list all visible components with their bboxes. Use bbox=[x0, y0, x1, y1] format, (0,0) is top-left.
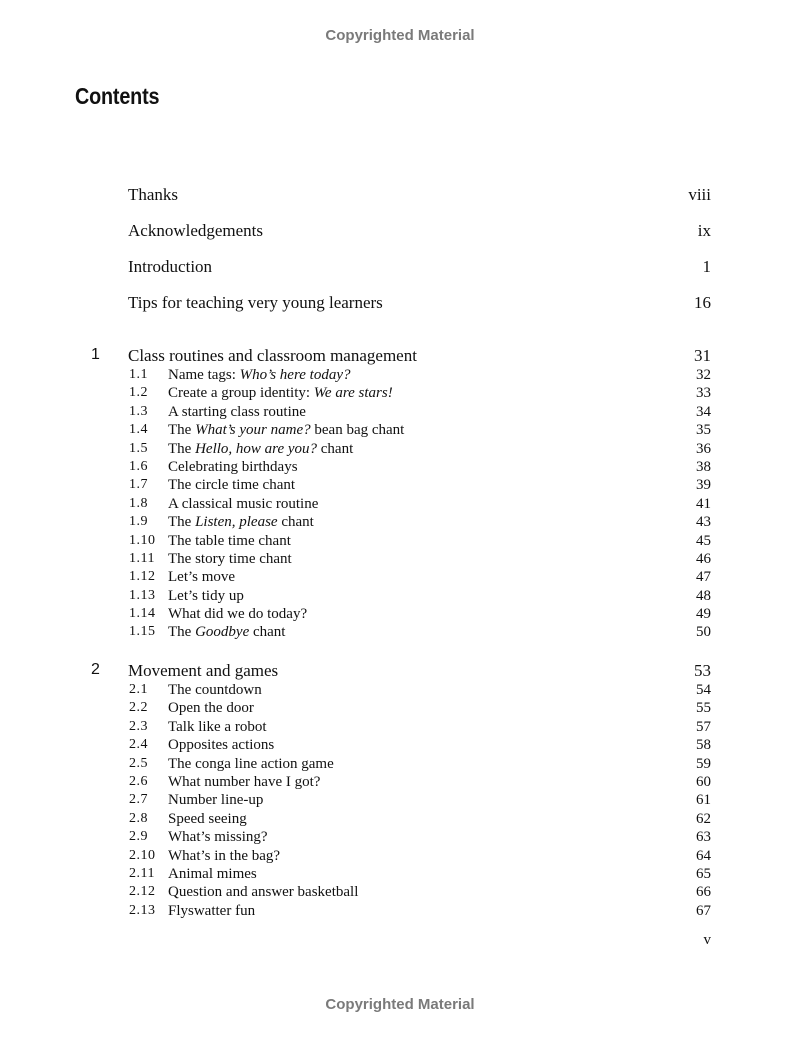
section-number: 1.8 bbox=[129, 495, 148, 511]
section-title bbox=[168, 513, 314, 531]
section-number: 1.4 bbox=[129, 422, 148, 438]
section-title-text: What number have I got? bbox=[168, 773, 321, 790]
toc-section-entry[interactable] bbox=[0, 587, 800, 605]
chapter-page: 53 bbox=[694, 661, 711, 680]
section-page: 50 bbox=[696, 624, 711, 641]
section-page: 32 bbox=[696, 367, 711, 383]
section-page: 49 bbox=[696, 606, 711, 623]
section-title-text: Animal mimes bbox=[168, 865, 257, 882]
section-title-italic: Listen, please bbox=[195, 514, 278, 531]
chapter-page: 31 bbox=[694, 346, 711, 365]
toc-section-entry[interactable] bbox=[0, 403, 800, 421]
chapter-heading[interactable] bbox=[0, 661, 800, 681]
section-number: 1.9 bbox=[129, 514, 148, 530]
section-number: 1.15 bbox=[129, 624, 156, 640]
section-title-text: The bbox=[168, 440, 196, 457]
section-page: 39 bbox=[696, 477, 711, 494]
section-number: 2.2 bbox=[129, 700, 148, 716]
section-number: 2.13 bbox=[129, 902, 156, 918]
section-title-text: Let’s tidy up bbox=[168, 587, 244, 604]
toc-section-entry[interactable] bbox=[0, 550, 800, 568]
chapter-title: Class routines and classroom management bbox=[128, 346, 417, 365]
section-number: 1.5 bbox=[129, 440, 148, 456]
toc-section-entry[interactable] bbox=[0, 718, 800, 736]
section-page: 38 bbox=[696, 458, 711, 475]
section-title-italic: Who’s here today? bbox=[239, 367, 351, 383]
section-number: 2.10 bbox=[129, 847, 156, 863]
section-title bbox=[168, 847, 280, 865]
section-page: 54 bbox=[696, 682, 711, 698]
section-title-text: Let’s move bbox=[168, 569, 236, 586]
chapter-1 bbox=[0, 346, 800, 642]
toc-section-entry[interactable] bbox=[0, 755, 800, 773]
section-title bbox=[168, 699, 254, 717]
section-number: 2.5 bbox=[129, 755, 148, 771]
section-title-text: Open the door bbox=[168, 700, 254, 717]
entry-page: 1 bbox=[702, 257, 711, 276]
section-title-text: The circle time chant bbox=[168, 477, 296, 494]
toc-section-entry[interactable] bbox=[0, 440, 800, 458]
section-title-text: Flyswatter fun bbox=[168, 902, 256, 919]
section-page: 66 bbox=[696, 884, 711, 901]
section-number: 1.10 bbox=[129, 532, 156, 548]
section-title-text: The bbox=[168, 422, 196, 439]
section-title bbox=[168, 791, 263, 809]
section-page: 46 bbox=[696, 550, 711, 567]
section-title bbox=[168, 755, 334, 773]
section-title bbox=[168, 384, 393, 402]
section-page: 61 bbox=[696, 792, 711, 809]
section-title-text: Number line-up bbox=[168, 792, 264, 809]
section-number: 2.3 bbox=[129, 718, 148, 734]
section-title bbox=[168, 828, 268, 846]
section-title bbox=[168, 476, 295, 494]
section-page: 34 bbox=[696, 403, 711, 420]
section-page: 33 bbox=[696, 385, 711, 402]
section-number: 2.8 bbox=[129, 810, 148, 826]
toc-section-entry[interactable] bbox=[0, 476, 800, 494]
section-number: 1.7 bbox=[129, 477, 148, 493]
toc-entry-thanks[interactable] bbox=[128, 185, 711, 221]
section-page: 59 bbox=[696, 755, 711, 772]
chapter-2 bbox=[0, 661, 800, 920]
section-title-text: Question and answer basketball bbox=[168, 884, 359, 901]
toc-section-entry[interactable] bbox=[0, 791, 800, 809]
section-title bbox=[168, 587, 244, 605]
entry-page: viii bbox=[688, 185, 711, 204]
section-title bbox=[168, 736, 274, 754]
section-title bbox=[168, 495, 318, 513]
section-title-text: The table time chant bbox=[168, 532, 291, 549]
front-matter-list bbox=[128, 185, 711, 329]
section-title bbox=[168, 532, 291, 550]
section-title-italic: We are stars! bbox=[313, 385, 393, 402]
section-title-italic: Goodbye bbox=[195, 624, 250, 641]
toc-section-entry[interactable] bbox=[0, 736, 800, 754]
section-title-text: Opposites actions bbox=[168, 737, 275, 754]
toc-section-entry[interactable] bbox=[0, 495, 800, 513]
section-title-suffix: bean bag chant bbox=[310, 422, 405, 439]
section-title bbox=[168, 366, 350, 384]
section-page: 63 bbox=[696, 829, 711, 846]
toc-section-entry[interactable] bbox=[0, 623, 800, 641]
entry-label: Introduction bbox=[128, 257, 213, 276]
section-number: 2.1 bbox=[129, 682, 148, 697]
section-number: 1.2 bbox=[129, 385, 148, 401]
toc-section-entry[interactable] bbox=[0, 902, 800, 920]
section-title-text: The countdown bbox=[168, 682, 262, 698]
entry-label: Thanks bbox=[128, 185, 179, 204]
chapter-number: 2 bbox=[91, 661, 100, 678]
section-page: 67 bbox=[696, 902, 711, 919]
section-number: 1.1 bbox=[129, 367, 148, 382]
section-page: 36 bbox=[696, 440, 711, 457]
section-number: 1.6 bbox=[129, 458, 148, 474]
section-number: 1.3 bbox=[129, 403, 148, 419]
section-title bbox=[168, 773, 320, 791]
toc-section-entry[interactable] bbox=[0, 421, 800, 439]
section-title-text: Celebrating birthdays bbox=[168, 458, 298, 475]
toc-section-entry[interactable] bbox=[0, 883, 800, 901]
section-page: 62 bbox=[696, 810, 711, 827]
chapter-number: 1 bbox=[91, 346, 100, 363]
toc-section-entry[interactable] bbox=[0, 699, 800, 717]
section-title bbox=[168, 458, 298, 476]
section-page: 57 bbox=[696, 718, 711, 735]
entry-page: ix bbox=[697, 221, 711, 240]
page-title: Contents bbox=[75, 83, 160, 109]
toc-section-entry[interactable] bbox=[0, 532, 800, 550]
toc-section-entry[interactable] bbox=[0, 865, 800, 883]
toc-section-entry[interactable] bbox=[0, 681, 800, 699]
toc-section-entry[interactable] bbox=[0, 568, 800, 586]
section-title-text: The conga line action game bbox=[168, 755, 334, 772]
section-title bbox=[168, 623, 285, 641]
section-title-text: The bbox=[168, 514, 196, 531]
section-number: 1.12 bbox=[129, 569, 156, 585]
section-number: 2.12 bbox=[129, 884, 156, 900]
section-page: 58 bbox=[696, 737, 711, 754]
toc-section-entry[interactable] bbox=[0, 773, 800, 791]
page-folio: v bbox=[703, 932, 711, 948]
section-page: 64 bbox=[696, 847, 711, 864]
section-title-italic: What’s your name? bbox=[195, 422, 311, 439]
section-page: 60 bbox=[696, 773, 711, 790]
section-title-text: Create a group identity: bbox=[168, 385, 314, 402]
section-title bbox=[168, 605, 307, 623]
section-title-suffix: chant bbox=[277, 514, 314, 531]
section-title-suffix: chant bbox=[249, 624, 286, 641]
toc-section-entry[interactable] bbox=[0, 513, 800, 531]
section-number: 2.4 bbox=[129, 737, 148, 753]
section-title bbox=[168, 550, 292, 568]
section-title-text: What did we do today? bbox=[168, 606, 308, 623]
watermark-top: Copyrighted Material bbox=[325, 27, 475, 44]
section-title-text: What’s missing? bbox=[168, 829, 268, 846]
section-title-text: What’s in the bag? bbox=[168, 847, 281, 864]
section-title bbox=[168, 902, 255, 920]
section-number: 2.6 bbox=[129, 773, 148, 789]
section-title bbox=[168, 810, 247, 828]
chapter-title: Movement and games bbox=[128, 661, 279, 680]
section-title bbox=[168, 883, 358, 901]
section-title bbox=[168, 718, 267, 736]
toc-section-entry[interactable] bbox=[0, 366, 800, 384]
entry-page: 16 bbox=[694, 293, 711, 312]
toc-section-entry[interactable] bbox=[0, 458, 800, 476]
toc-section-entry[interactable] bbox=[0, 828, 800, 846]
section-page: 48 bbox=[696, 587, 711, 604]
section-title-italic: Hello, how are you? bbox=[195, 440, 318, 457]
section-page: 45 bbox=[696, 532, 711, 549]
section-title-text: Talk like a robot bbox=[168, 718, 267, 735]
section-title-text: Speed seeing bbox=[168, 810, 247, 827]
section-title bbox=[168, 568, 235, 586]
entry-label: Tips for teaching very young learners bbox=[128, 293, 383, 312]
section-number: 2.9 bbox=[129, 829, 148, 845]
entry-label: Acknowledgements bbox=[128, 221, 264, 240]
section-number: 2.7 bbox=[129, 792, 148, 808]
section-title bbox=[168, 421, 404, 439]
section-title bbox=[168, 681, 262, 699]
toc-section-entry[interactable] bbox=[0, 847, 800, 865]
section-page: 35 bbox=[696, 422, 711, 439]
section-title-suffix: chant bbox=[317, 440, 354, 457]
toc-entry-acknowledgements[interactable] bbox=[128, 221, 711, 257]
section-page: 41 bbox=[696, 495, 711, 512]
section-number: 1.14 bbox=[129, 606, 156, 622]
section-number: 2.11 bbox=[129, 865, 155, 881]
watermark-bottom: Copyrighted Material bbox=[325, 996, 475, 1013]
section-title-text: A classical music routine bbox=[168, 495, 319, 512]
section-page: 55 bbox=[696, 700, 711, 717]
toc-section-entry[interactable] bbox=[0, 384, 800, 402]
toc-entry-introduction[interactable] bbox=[128, 257, 711, 293]
chapter-heading[interactable] bbox=[0, 346, 800, 366]
section-title bbox=[168, 403, 306, 421]
toc-section-entry[interactable] bbox=[0, 605, 800, 623]
section-title bbox=[168, 865, 257, 883]
section-title bbox=[168, 440, 353, 458]
section-title-text: The story time chant bbox=[168, 550, 292, 567]
toc-section-entry[interactable] bbox=[0, 810, 800, 828]
section-number: 1.13 bbox=[129, 587, 156, 603]
section-title-text: Name tags: bbox=[168, 367, 240, 383]
section-page: 65 bbox=[696, 865, 711, 882]
section-page: 43 bbox=[696, 514, 711, 531]
toc-entry-tips[interactable] bbox=[128, 293, 711, 329]
section-title-text: A starting class routine bbox=[168, 403, 306, 420]
section-page: 47 bbox=[696, 569, 711, 586]
section-title-text: The bbox=[168, 624, 196, 641]
section-number: 1.11 bbox=[129, 550, 155, 566]
